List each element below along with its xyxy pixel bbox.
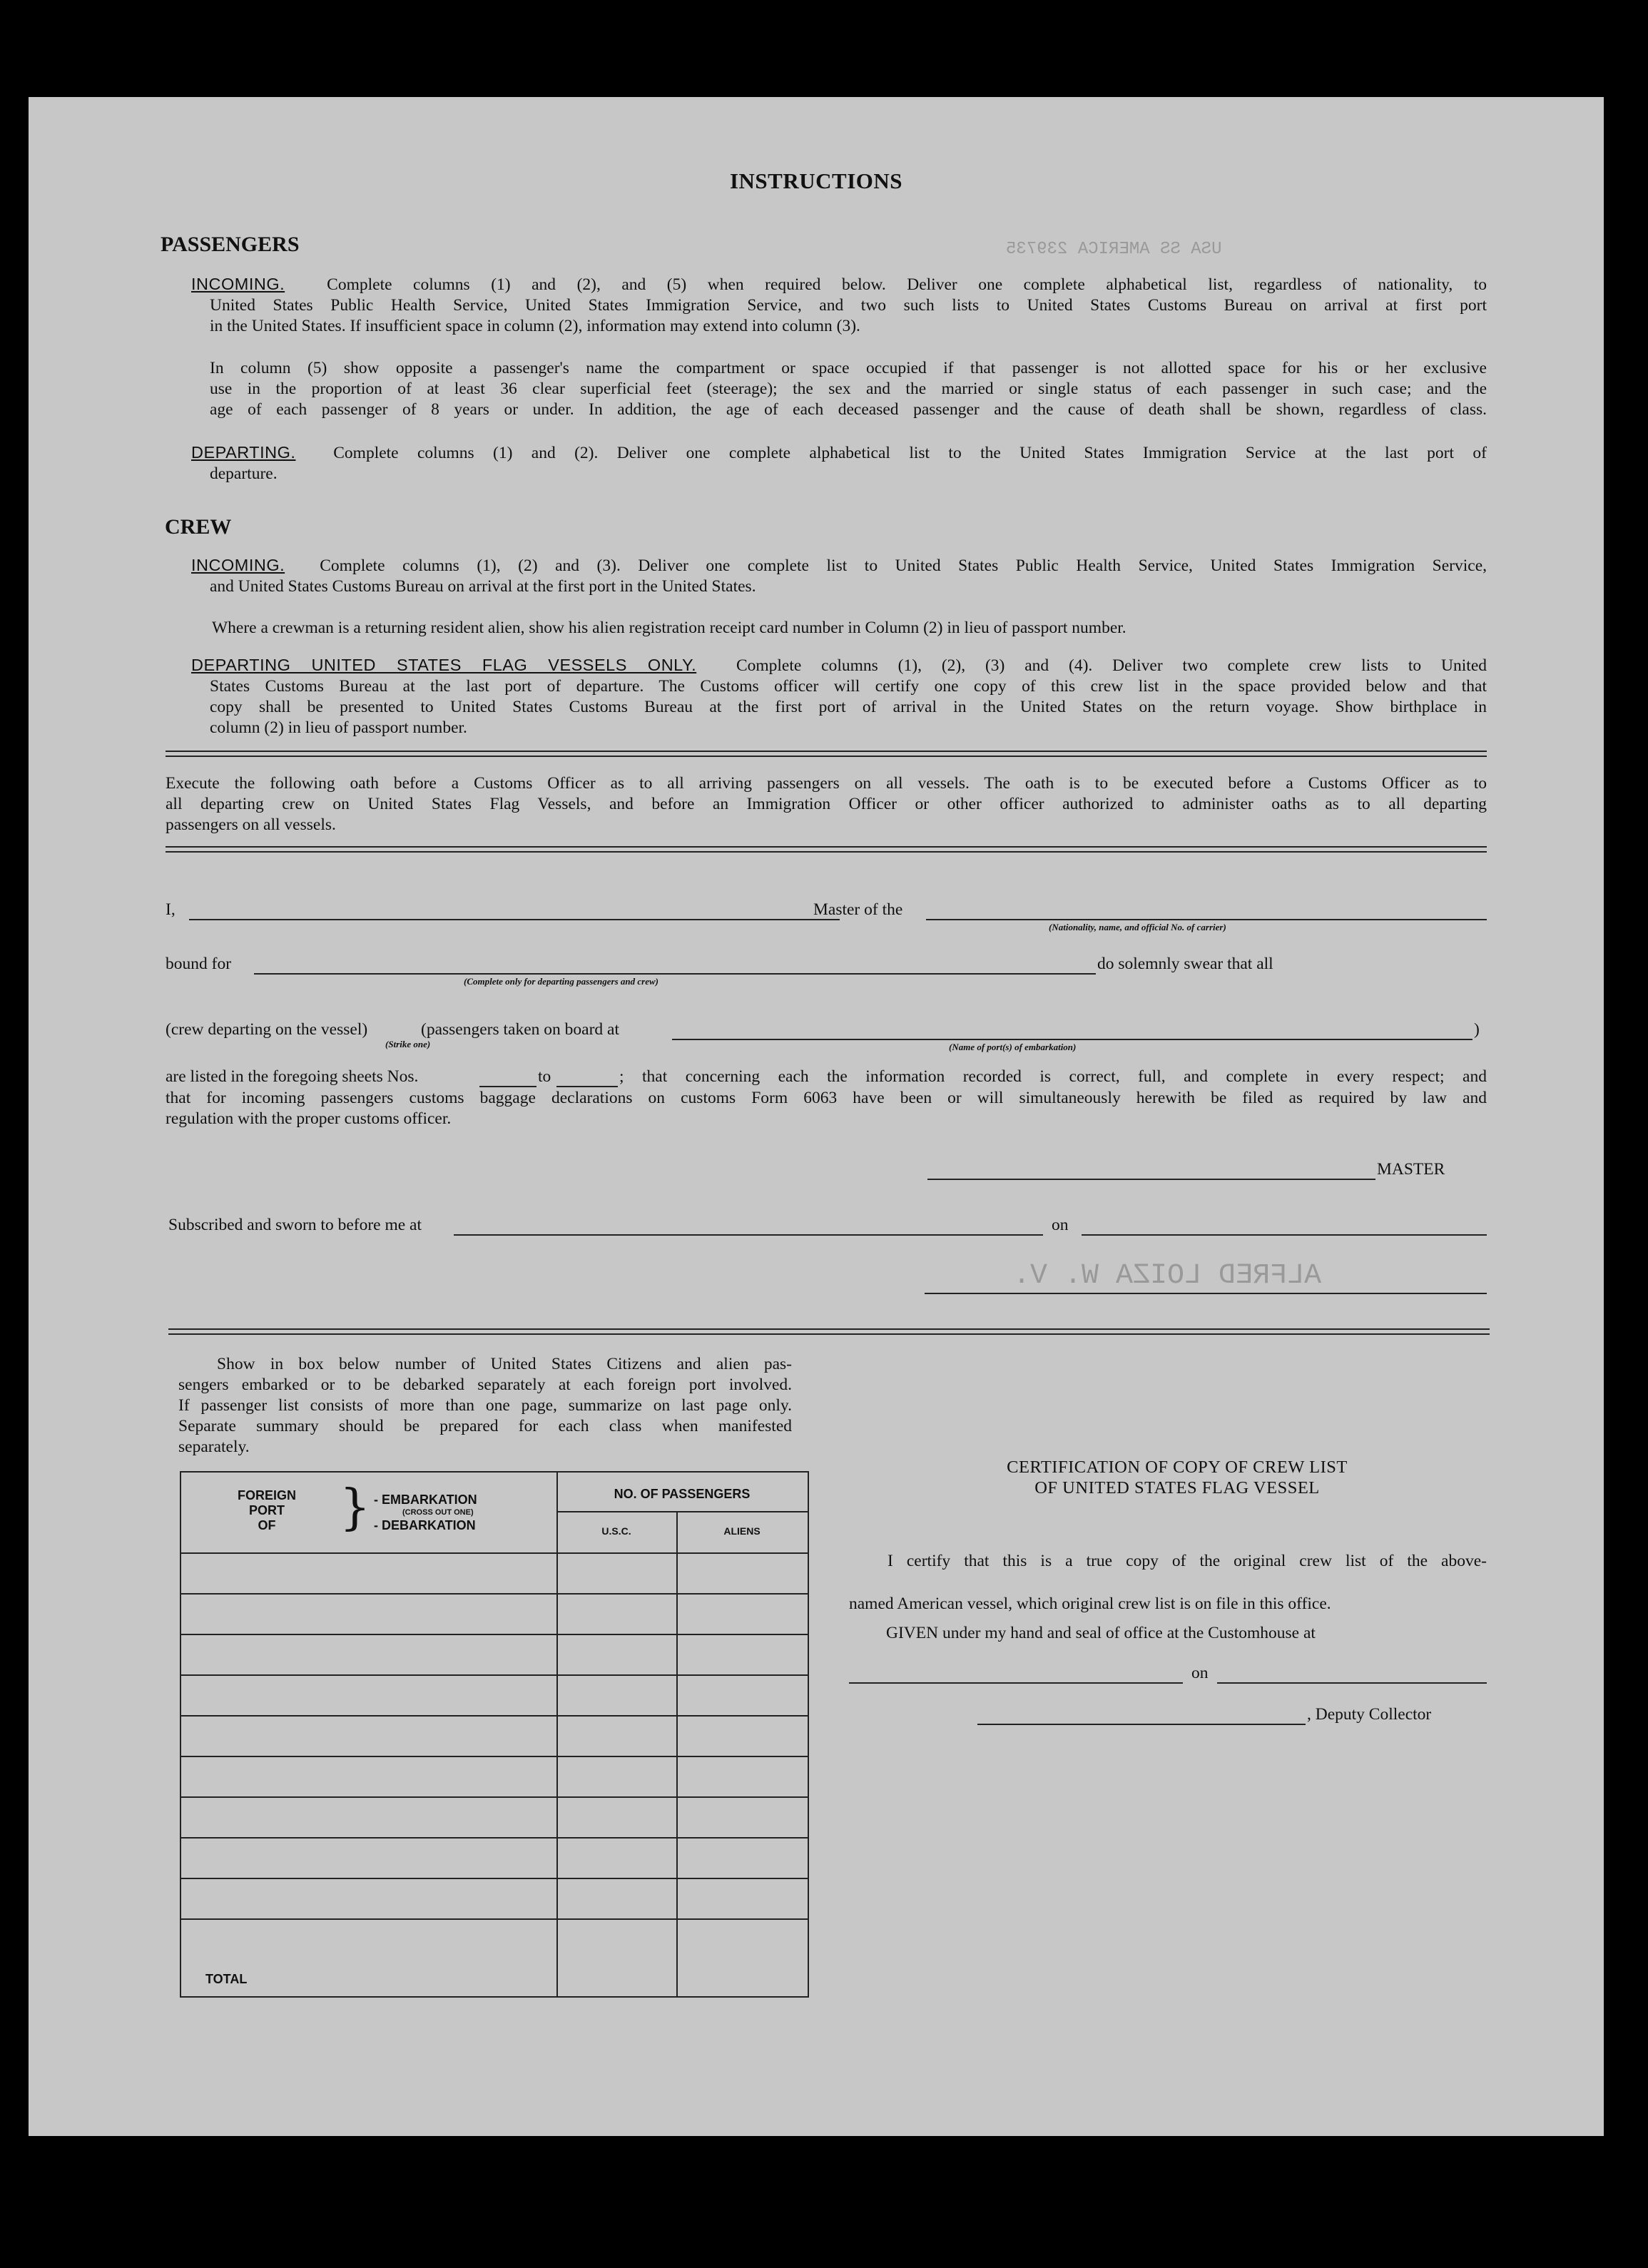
cert-date-field[interactable] bbox=[1217, 1682, 1487, 1684]
table-row[interactable] bbox=[181, 1634, 808, 1635]
header-divider bbox=[556, 1511, 808, 1512]
passengers-heading: PASSENGERS bbox=[161, 233, 300, 256]
cross-out-note: (CROSS OUT ONE) bbox=[402, 1508, 474, 1517]
passenger-summary-table bbox=[180, 1471, 809, 1998]
officer-signature-field[interactable] bbox=[925, 1293, 1487, 1294]
ports-caption: (Name of port(s) of embarkation) bbox=[949, 1042, 1077, 1052]
passengers-departing-label: DEPARTING. bbox=[191, 443, 296, 462]
embarkation-header: - EMBARKATION bbox=[374, 1492, 477, 1507]
certification-heading: CERTIFICATION OF COPY OF CREW LIST OF UNITED STATES FLAG VESSEL bbox=[1007, 1458, 1348, 1497]
master-name-field[interactable] bbox=[189, 919, 840, 920]
sworn-date-field[interactable] bbox=[1082, 1234, 1487, 1236]
table-row[interactable] bbox=[181, 1674, 808, 1676]
carrier-caption: (Nationality, name, and official No. of carrier) bbox=[1049, 922, 1226, 932]
document-sheet bbox=[29, 97, 1604, 2136]
bound-for-caption: (Complete only for departing passengers and crew) bbox=[464, 976, 658, 987]
total-label: TOTAL bbox=[205, 1972, 248, 1986]
column-divider bbox=[676, 1511, 678, 1996]
listed-continued: ; that concerning each the information recorded is correct, full, and complete in every respect; and bbox=[619, 1067, 1487, 1086]
carrier-field[interactable] bbox=[926, 919, 1487, 920]
column-divider bbox=[556, 1473, 558, 1996]
brace-glyph: } bbox=[340, 1480, 371, 1536]
deputy-signature-field[interactable] bbox=[977, 1724, 1306, 1725]
master-signature-field[interactable] bbox=[927, 1179, 1375, 1180]
table-row[interactable] bbox=[181, 1878, 808, 1879]
certification-text: I certify that this is a true copy of the original crew list of the above- named American vessel, which original crew list is on file in this office. bbox=[849, 1552, 1487, 1613]
ports-field[interactable] bbox=[672, 1039, 1472, 1040]
bound-for-field[interactable] bbox=[254, 973, 1096, 975]
section-divider bbox=[168, 1328, 1490, 1335]
usc-header: U.S.C. bbox=[601, 1525, 631, 1537]
table-row[interactable] bbox=[181, 1837, 808, 1839]
crew-departing-label: DEPARTING UNITED STATES FLAG VESSELS ONLY. bbox=[191, 656, 697, 674]
section-divider bbox=[166, 846, 1487, 853]
table-row[interactable] bbox=[181, 1593, 808, 1595]
passengers-incoming-block: INCOMING. Complete columns (1) and (2), and (5) when required below. Deliver one complete alphabetical list, regardless of nationality, to United States Public Health Service, United States Immigration Service, and two such lists to United States Customs Bureau on arrival at first port in the United States. If insufficient space in column (2), information may extend into column (3). bbox=[191, 275, 1487, 335]
sworn-location-field[interactable] bbox=[454, 1234, 1043, 1236]
sheets-to-field[interactable] bbox=[556, 1086, 618, 1087]
crew-departing-block: DEPARTING UNITED STATES FLAG VESSELS ONLY. Complete columns (1), (2), (3) and (4). Deliver two complete crew lists to United States Customs Bureau at the last port of departure. The Customs officer will certify one copy of this crew list in the space provided below and that copy shall be presented to United States Customs Bureau at the first port of arrival in the United States on the return voyage. Show birthplace in column (2) in lieu of passport number. bbox=[191, 656, 1487, 737]
section-divider bbox=[166, 751, 1487, 757]
oath-intro: Execute the following oath before a Customs Officer as to all arriving passengers on all vessels. The oath is to be executed before a Customs Officer as to all departing crew on United States Flag Vessels, and before an Immigration Officer or other officer authorized to administer oaths as to all departing passengers on all vessels. bbox=[166, 774, 1487, 834]
bound-for-label: bound for bbox=[166, 955, 232, 973]
crew-incoming-note: Where a crewman is a returning resident alien, show his alien registration receipt card number in Column (2) in lieu of passport number. bbox=[212, 619, 1126, 637]
passengers-departing-block: DEPARTING. Complete columns (1) and (2). Deliver one complete alphabetical list to the United States Immigration Service at the last port of departure. bbox=[191, 443, 1487, 483]
crew-incoming-label: INCOMING. bbox=[191, 556, 285, 574]
close-paren: ) bbox=[1474, 1020, 1480, 1039]
crew-departing-option[interactable]: (crew departing on the vessel) bbox=[166, 1020, 368, 1039]
no-of-passengers-header: NO. OF PASSENGERS bbox=[614, 1487, 751, 1501]
table-row[interactable] bbox=[181, 1756, 808, 1757]
bleed-through-stamp: ALFRED LOIZA W. V. bbox=[1013, 1260, 1322, 1292]
crew-heading: CREW bbox=[165, 515, 232, 539]
summary-instructions: Show in box below number of United States Citizens and alien pas- sengers embarked or to be debarked separately at each foreign port involved. If passenger list consists of more than one page, summarize on last page only. Separate summary should be prepared for each class when manifested separately. bbox=[178, 1355, 792, 1456]
passengers-column5-block: In column (5) show opposite a passenger's name the compartment or space occupied if that passenger is not allotted space for his or her exclusive use in the proportion of at least 36 clear superficial feet (steerage); the sex and the married or single status of each passenger in such case; and the age of each passenger of 8 years or under. In addition, the age of each deceased passenger and the cause of death shall be shown, regardless of class. bbox=[210, 359, 1487, 419]
passengers-incoming-label: INCOMING. bbox=[191, 275, 285, 293]
master-of-the-label: Master of the bbox=[813, 900, 903, 919]
to-label: to bbox=[538, 1067, 551, 1086]
crew-incoming-block: INCOMING. Complete columns (1), (2) and (3). Deliver one complete list to United States Public Health Service, United States Immigration Service, and United States Customs Bureau on arrival at the first port in the United States. bbox=[191, 556, 1487, 596]
given-label: GIVEN under my hand and seal of office at the Customhouse at bbox=[886, 1624, 1316, 1642]
page-title: INSTRUCTIONS bbox=[729, 168, 902, 193]
strike-one-caption: (Strike one) bbox=[385, 1039, 431, 1049]
listed-sheets-label: are listed in the foregoing sheets Nos. bbox=[166, 1067, 419, 1086]
master-label: MASTER bbox=[1377, 1160, 1445, 1179]
deputy-collector-label: , Deputy Collector bbox=[1307, 1705, 1432, 1724]
cert-on-label: on bbox=[1191, 1664, 1209, 1682]
sworn-on-label: on bbox=[1052, 1216, 1069, 1234]
swear-label: do solemnly swear that all bbox=[1097, 955, 1273, 973]
passengers-taken-option[interactable]: (passengers taken on board at bbox=[421, 1020, 619, 1039]
sheets-from-field[interactable] bbox=[479, 1086, 536, 1087]
foreign-port-header: FOREIGN PORT OF bbox=[237, 1488, 296, 1532]
oath-i-label: I, bbox=[166, 900, 176, 919]
table-row[interactable] bbox=[181, 1918, 808, 1920]
table-row[interactable] bbox=[181, 1715, 808, 1717]
table-row[interactable] bbox=[181, 1552, 808, 1554]
subscribed-label: Subscribed and sworn to before me at bbox=[168, 1216, 422, 1234]
debarkation-header: - DEBARKATION bbox=[374, 1518, 476, 1532]
bleed-through-text: USA SS AMERICA 239735 bbox=[1006, 240, 1222, 259]
aliens-header: ALIENS bbox=[723, 1525, 761, 1537]
customhouse-field[interactable] bbox=[849, 1682, 1183, 1684]
oath-body: that for incoming passengers customs baggage declarations on customs Form 6063 have been or will simultaneously herewith be filed as required by law and regulation with the proper customs officer. bbox=[166, 1089, 1487, 1128]
table-row[interactable] bbox=[181, 1796, 808, 1798]
